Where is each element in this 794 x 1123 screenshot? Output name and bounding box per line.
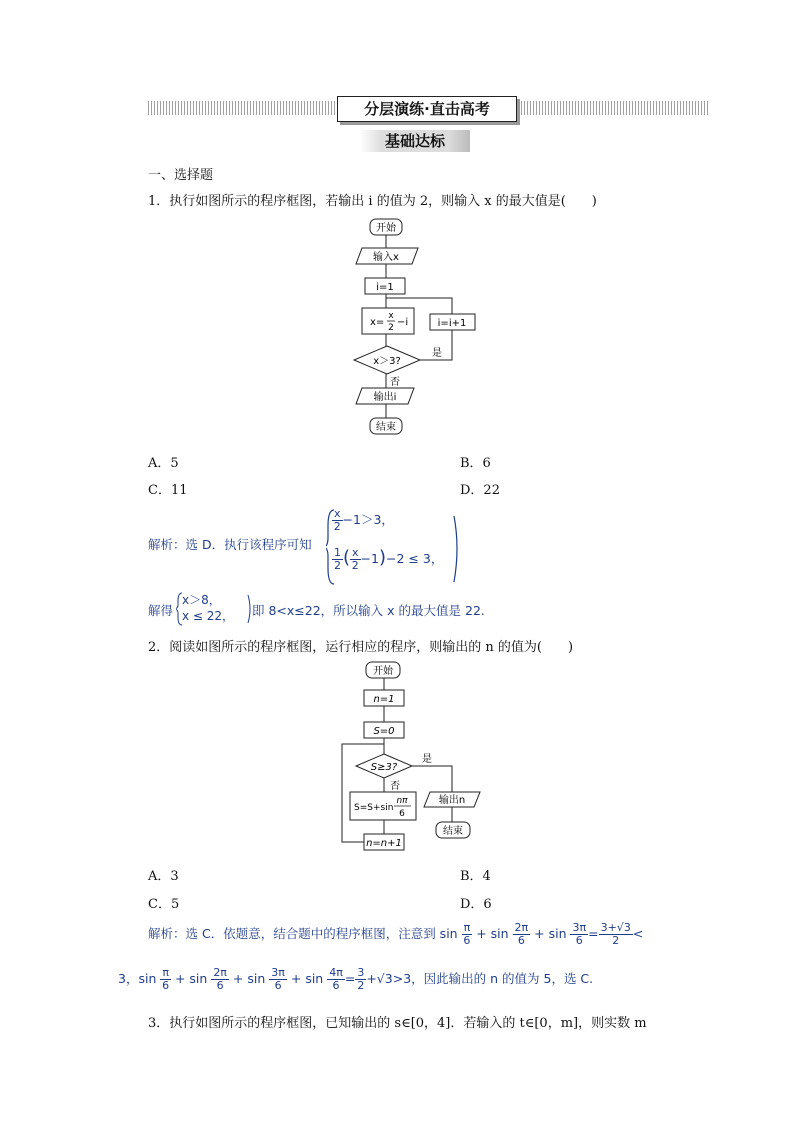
q1-solution-line2: $\frac{1}{2}$ ( $\frac{x}{2}$ −1)−2 ≤ 3， xyxy=(334,546,444,572)
q1-sol-frac2-den: 2 xyxy=(351,559,359,572)
q1-flow-cond: x＞3? xyxy=(373,356,401,367)
q2-sol2-plus-sin-1: + sin xyxy=(174,971,208,986)
q2-sol-plus-sin-2: + sin xyxy=(534,926,567,941)
q2-option-a: A．3 xyxy=(148,869,179,884)
q1-option-b: B．6 xyxy=(460,456,491,471)
q1-sol-line1-text: −1＞3， xyxy=(342,512,394,527)
q2-sol-plus-sin-1: + sin xyxy=(476,926,509,941)
q1-option-a: A．5 xyxy=(148,456,179,471)
q2-sol2-res-den: 2 xyxy=(357,979,365,992)
q2-sol2-eq: = xyxy=(344,971,356,986)
q2-sol2-tail: +√3>3，因此输出的 n 的值为 5，选 C. xyxy=(366,971,594,986)
q1-flow-calc-lhs: x= xyxy=(370,317,385,328)
q1-sol-line2-text: −2 ≤ 3， xyxy=(386,551,444,566)
q2-sol-f2-num: 2π xyxy=(514,921,529,934)
q1-flow-end: 结束 xyxy=(376,422,396,433)
q1-option-d: D．22 xyxy=(460,483,500,498)
q1-stem: 1．执行如图所示的程序框图，若输出 i 的值为 2，则输入 x 的最大值是( ) xyxy=(148,194,597,209)
q2-sol2-f1-num: π xyxy=(162,966,169,979)
q2-sol-f1-den: 6 xyxy=(463,934,471,947)
q2-sol2-f4-num: 4π xyxy=(329,966,343,979)
q1-sol-half-den: 2 xyxy=(334,559,341,572)
q2-sol-f1-num: π xyxy=(463,921,471,934)
page-title: 分层演练·直击高考 xyxy=(337,96,517,122)
q1-flow-no: 否 xyxy=(390,377,400,388)
q2-flow-cond: S≥3? xyxy=(370,762,398,773)
q2-sol-res-num: 3+√3 xyxy=(600,921,631,934)
q2-sol-res-den: 2 xyxy=(612,934,620,947)
q1-sol-inner-minus: −1 xyxy=(360,551,379,566)
q1-solution-b-tail: 即 8<x≤22，所以输入 x 的最大值是 22. xyxy=(252,603,485,618)
header-decor-left xyxy=(148,101,336,115)
q2-sol2-f2-den: 6 xyxy=(216,979,224,992)
q1-flow-calc-rhs: −i xyxy=(397,317,409,328)
q2-option-b: B．4 xyxy=(460,869,491,884)
q2-flow-yes: 是 xyxy=(422,754,432,765)
q2-sol2-f2-num: 2π xyxy=(213,966,227,979)
q1-solution-b2: x ≤ 22， xyxy=(182,609,235,623)
q2-sol2-f4-den: 6 xyxy=(332,979,340,992)
q2-sol-eq-1: = xyxy=(588,926,599,941)
q2-sol2-lead: 3，sin xyxy=(118,971,157,986)
q2-flow-inc: n=n+1 xyxy=(366,838,402,849)
header-decor-right xyxy=(518,101,710,115)
q2-flow-no: 否 xyxy=(390,781,400,792)
q2-sol-f2-den: 6 xyxy=(517,934,525,947)
q1-flow-init: i=1 xyxy=(376,282,394,293)
q1-flow-start: 开始 xyxy=(376,223,396,234)
q1-flowchart xyxy=(340,214,480,439)
q1-sol-frac2-num: x xyxy=(352,546,359,559)
q2-flowchart xyxy=(336,658,496,856)
q2-solution-line2 xyxy=(118,967,593,992)
q2-stem: 2．阅读如图所示的程序框图，运行相应的程序，则输出的 n 的值为( ) xyxy=(148,640,574,655)
q1-sol-half-num: 1 xyxy=(334,546,341,559)
q3-stem: 3．执行如图所示的程序框图，已知输出的 s∈[0，4]．若输入的 t∈[0，m]，则实数 m xyxy=(148,1016,647,1031)
q2-sol2-plus-sin-3: + sin xyxy=(290,971,324,986)
q2-sol2-f3-num: 3π xyxy=(271,966,285,979)
q1-option-c: C．11 xyxy=(148,483,188,498)
q1-solution-lead: 解析：选 D．执行该程序可知 xyxy=(148,537,312,552)
q2-sol-f3-den: 6 xyxy=(575,934,583,947)
q2-option-c: C．5 xyxy=(148,897,180,912)
q2-flow-n-init: n=1 xyxy=(373,694,395,705)
q2-flow-output: 输出n xyxy=(438,795,466,806)
q1-sol-frac1-num: x xyxy=(334,507,341,520)
q1-solution-b-lead: 解得 xyxy=(148,603,174,618)
q1-flow-inc: i=i+1 xyxy=(437,318,467,329)
q2-solution-line1 xyxy=(148,922,643,947)
q2-flow-body-num: nπ xyxy=(396,796,408,806)
q1-solution-line1 xyxy=(332,508,394,533)
q1-flow-output: 输出i xyxy=(373,392,397,403)
q1-solution-b1: x＞8， xyxy=(182,593,221,607)
q2-sol2-plus-sin-2: + sin xyxy=(232,971,266,986)
q2-option-d: D．6 xyxy=(460,897,492,912)
q2-sol-f3-num: 3π xyxy=(572,921,587,934)
q2-flow-body: S=S+sin xyxy=(354,803,394,813)
q1-flow-calc-num: x xyxy=(388,311,394,321)
q1-flow-calc-den: 2 xyxy=(388,323,394,333)
q2-flow-end: 结束 xyxy=(443,826,463,837)
q2-sol2-res-num: 3 xyxy=(357,966,365,979)
q1-flow-input: 输入x xyxy=(373,252,399,263)
q1-flow-yes: 是 xyxy=(432,348,442,359)
q2-sol-lt: < xyxy=(632,926,644,941)
q2-flow-body-den: 6 xyxy=(399,809,405,819)
q1-sol-frac1-den: 2 xyxy=(333,520,341,533)
q2-sol2-f1-den: 6 xyxy=(162,979,170,992)
q2-sol-lead: 解析：选 C．依题意，结合题中的程序框图，注意到 sin xyxy=(148,926,458,941)
section-subtitle: 基础达标 xyxy=(360,130,470,152)
section-heading: 一、选择题 xyxy=(148,168,214,183)
q2-flow-s-init: S=0 xyxy=(373,726,395,737)
q2-flow-start: 开始 xyxy=(373,666,393,677)
q2-sol2-f3-den: 6 xyxy=(274,979,282,992)
